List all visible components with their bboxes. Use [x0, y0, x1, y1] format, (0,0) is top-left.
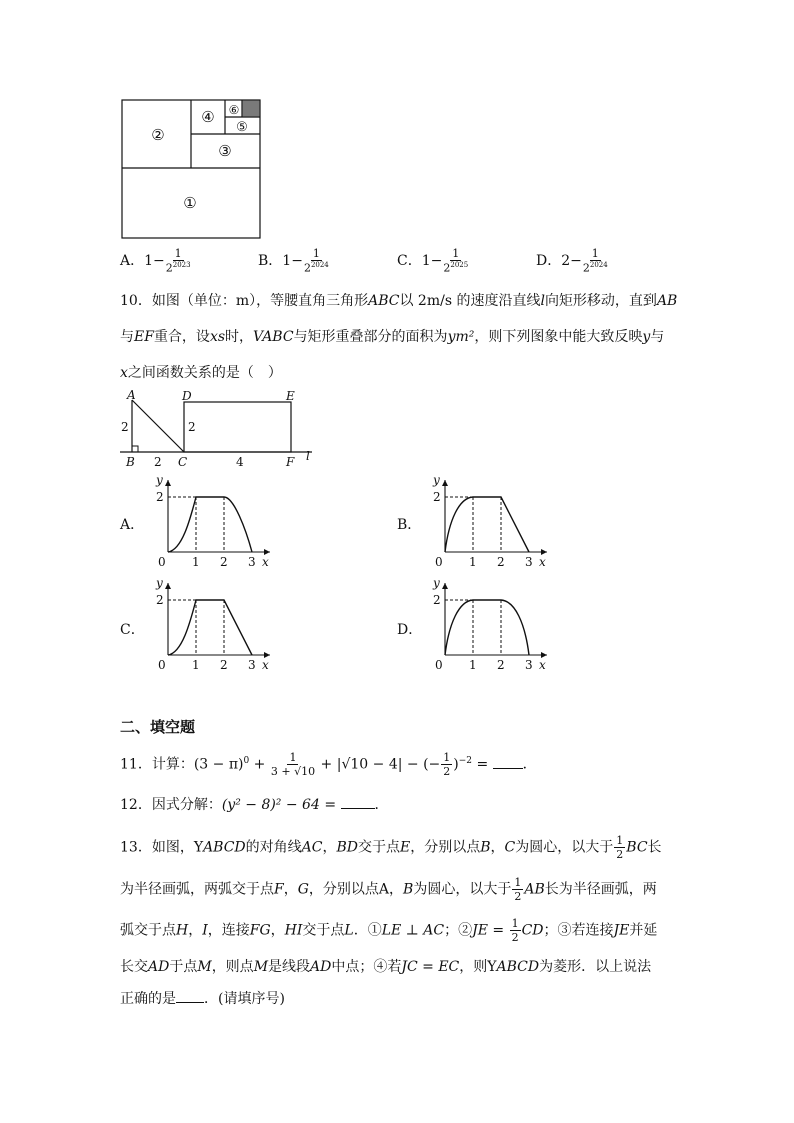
fig9-label-6: ⑥ [228, 103, 240, 117]
q10-figure [116, 386, 326, 472]
origin-label: 0 [158, 555, 166, 569]
x-axis-label: x [539, 555, 546, 569]
x-tick-3: 3 [525, 555, 533, 569]
y-tick-2: 2 [433, 593, 441, 607]
section-title-fill-in: 二、填空题 [120, 718, 196, 736]
x-tick-2: 2 [220, 555, 228, 569]
q9-figure [118, 96, 264, 242]
x-axis-label: x [262, 555, 269, 569]
q9-option-a[interactable]: A．1− $\frac{1}{2^{2023}}$ [120, 247, 191, 275]
point-c: C [178, 455, 188, 469]
answer-blank[interactable] [341, 796, 375, 809]
x-tick-2: 2 [497, 658, 505, 672]
graph-option-a-label[interactable]: A． [120, 517, 145, 533]
point-a: A [127, 388, 136, 402]
y-tick-2: 2 [433, 490, 441, 504]
len-ab: 2 [121, 420, 129, 434]
graph-d-curve [445, 600, 529, 655]
fig9-label-5: ⑤ [236, 120, 248, 135]
x-tick-1: 1 [192, 658, 200, 672]
q11: 11．计算：$(3 - \pi)^0$ + $\frac{1}{3 + √10}$ + |√10 − 4| − (− $\frac{1}{2}$ )$^{-2}$ = ． [120, 751, 537, 778]
x-tick-2: 2 [220, 658, 228, 672]
x-tick-2: 2 [497, 555, 505, 569]
q10-line-2: 与EF重合，设xs时，VABC与矩形重叠部分的面积为ym²，则下列图象中能大致反映y与 [120, 329, 665, 345]
q13-line-4: 长交AD于点M，则点M是线段AD中点；④若JC = EC，则YABCD为菱形．以上说法 [120, 959, 652, 975]
x-tick-1: 1 [469, 555, 477, 569]
q9-option-d[interactable]: D．2− $\frac{1}{2^{2024}}$ [536, 247, 608, 275]
q13-line-3: 弧交于点H，I，连接FG，HI交于点L．①LE ⊥ AC；②JE = $\frac{1}{2}$ CD；③若连接JE并延 [120, 917, 658, 944]
point-b: B [126, 455, 135, 469]
q9-option-c[interactable]: C．1− $\frac{1}{2^{2025}}$ [397, 247, 469, 275]
graph-c[interactable] [146, 573, 276, 673]
len-bc: 2 [154, 455, 162, 469]
answer-blank[interactable] [493, 756, 523, 769]
origin-label: 0 [435, 658, 443, 672]
graph-c-curve [168, 600, 252, 655]
fraction: $\frac{1}{2^{2024}}$ [303, 247, 329, 275]
fig9-label-1: ① [183, 194, 197, 212]
origin-label: 0 [435, 555, 443, 569]
origin-label: 0 [158, 658, 166, 672]
point-d: D [182, 389, 192, 403]
q9-option-b[interactable]: B．1− $\frac{1}{2^{2024}}$ [258, 247, 329, 275]
fig9-label-4: ④ [201, 108, 215, 126]
answer-blank[interactable] [176, 990, 204, 1003]
q12: 12．因式分解：(y² − 8)² − 64 = ． [120, 797, 389, 813]
fraction: $\frac{1}{2^{2023}}$ [165, 247, 191, 275]
line-l-label: l [306, 449, 310, 463]
point-f: F [286, 455, 295, 469]
y-tick-2: 2 [156, 593, 164, 607]
fig9-label-2: ② [151, 126, 165, 144]
graph-d[interactable] [423, 573, 553, 673]
y-axis-label: y [156, 473, 163, 487]
x-tick-3: 3 [248, 555, 256, 569]
fraction: $\frac{1}{2^{2025}}$ [443, 247, 469, 275]
graph-a[interactable] [146, 470, 276, 570]
q10-line-3: x之间函数关系的是（ ） [120, 365, 282, 381]
x-tick-1: 1 [192, 555, 200, 569]
y-axis-label: y [433, 576, 440, 590]
x-tick-1: 1 [469, 658, 477, 672]
q13-line-1: 13．如图，YABCD的对角线AC，BD交于点E，分别以点B，C为圆心，以大于 $\frac{1}{2}$ BC长 [120, 834, 662, 861]
point-e: E [286, 389, 295, 403]
len-dc: 2 [188, 420, 196, 434]
len-cf: 4 [236, 455, 244, 469]
y-tick-2: 2 [156, 490, 164, 504]
y-axis-label: y [433, 473, 440, 487]
graph-option-d-label[interactable]: D． [397, 622, 423, 638]
q13-line-2: 为半径画弧，两弧交于点F，G，分别以点A，B为圆心，以大于 $\frac{1}{2}$ AB长为半径画弧，两 [120, 876, 657, 903]
axes [168, 480, 270, 552]
graph-b-curve [445, 497, 529, 552]
x-tick-3: 3 [248, 658, 256, 672]
fraction: $\frac{1}{2^{2024}}$ [582, 247, 608, 275]
q13-line-5: 正确的是 ．(请填序号) [120, 991, 285, 1007]
x-tick-3: 3 [525, 658, 533, 672]
q10-line-1: 10．如图（单位：m），等腰直角三角形ABC以 2m/s 的速度沿直线l向矩形移动，直到AB [120, 293, 678, 309]
x-axis-label: x [262, 658, 269, 672]
fig9-label-3: ③ [218, 142, 232, 160]
graph-option-b-label[interactable]: B． [397, 517, 422, 533]
graph-a-curve [168, 497, 252, 552]
x-axis-label: x [539, 658, 546, 672]
graph-option-c-label[interactable]: C． [120, 622, 145, 638]
graph-b[interactable] [423, 470, 553, 570]
y-axis-label: y [156, 576, 163, 590]
